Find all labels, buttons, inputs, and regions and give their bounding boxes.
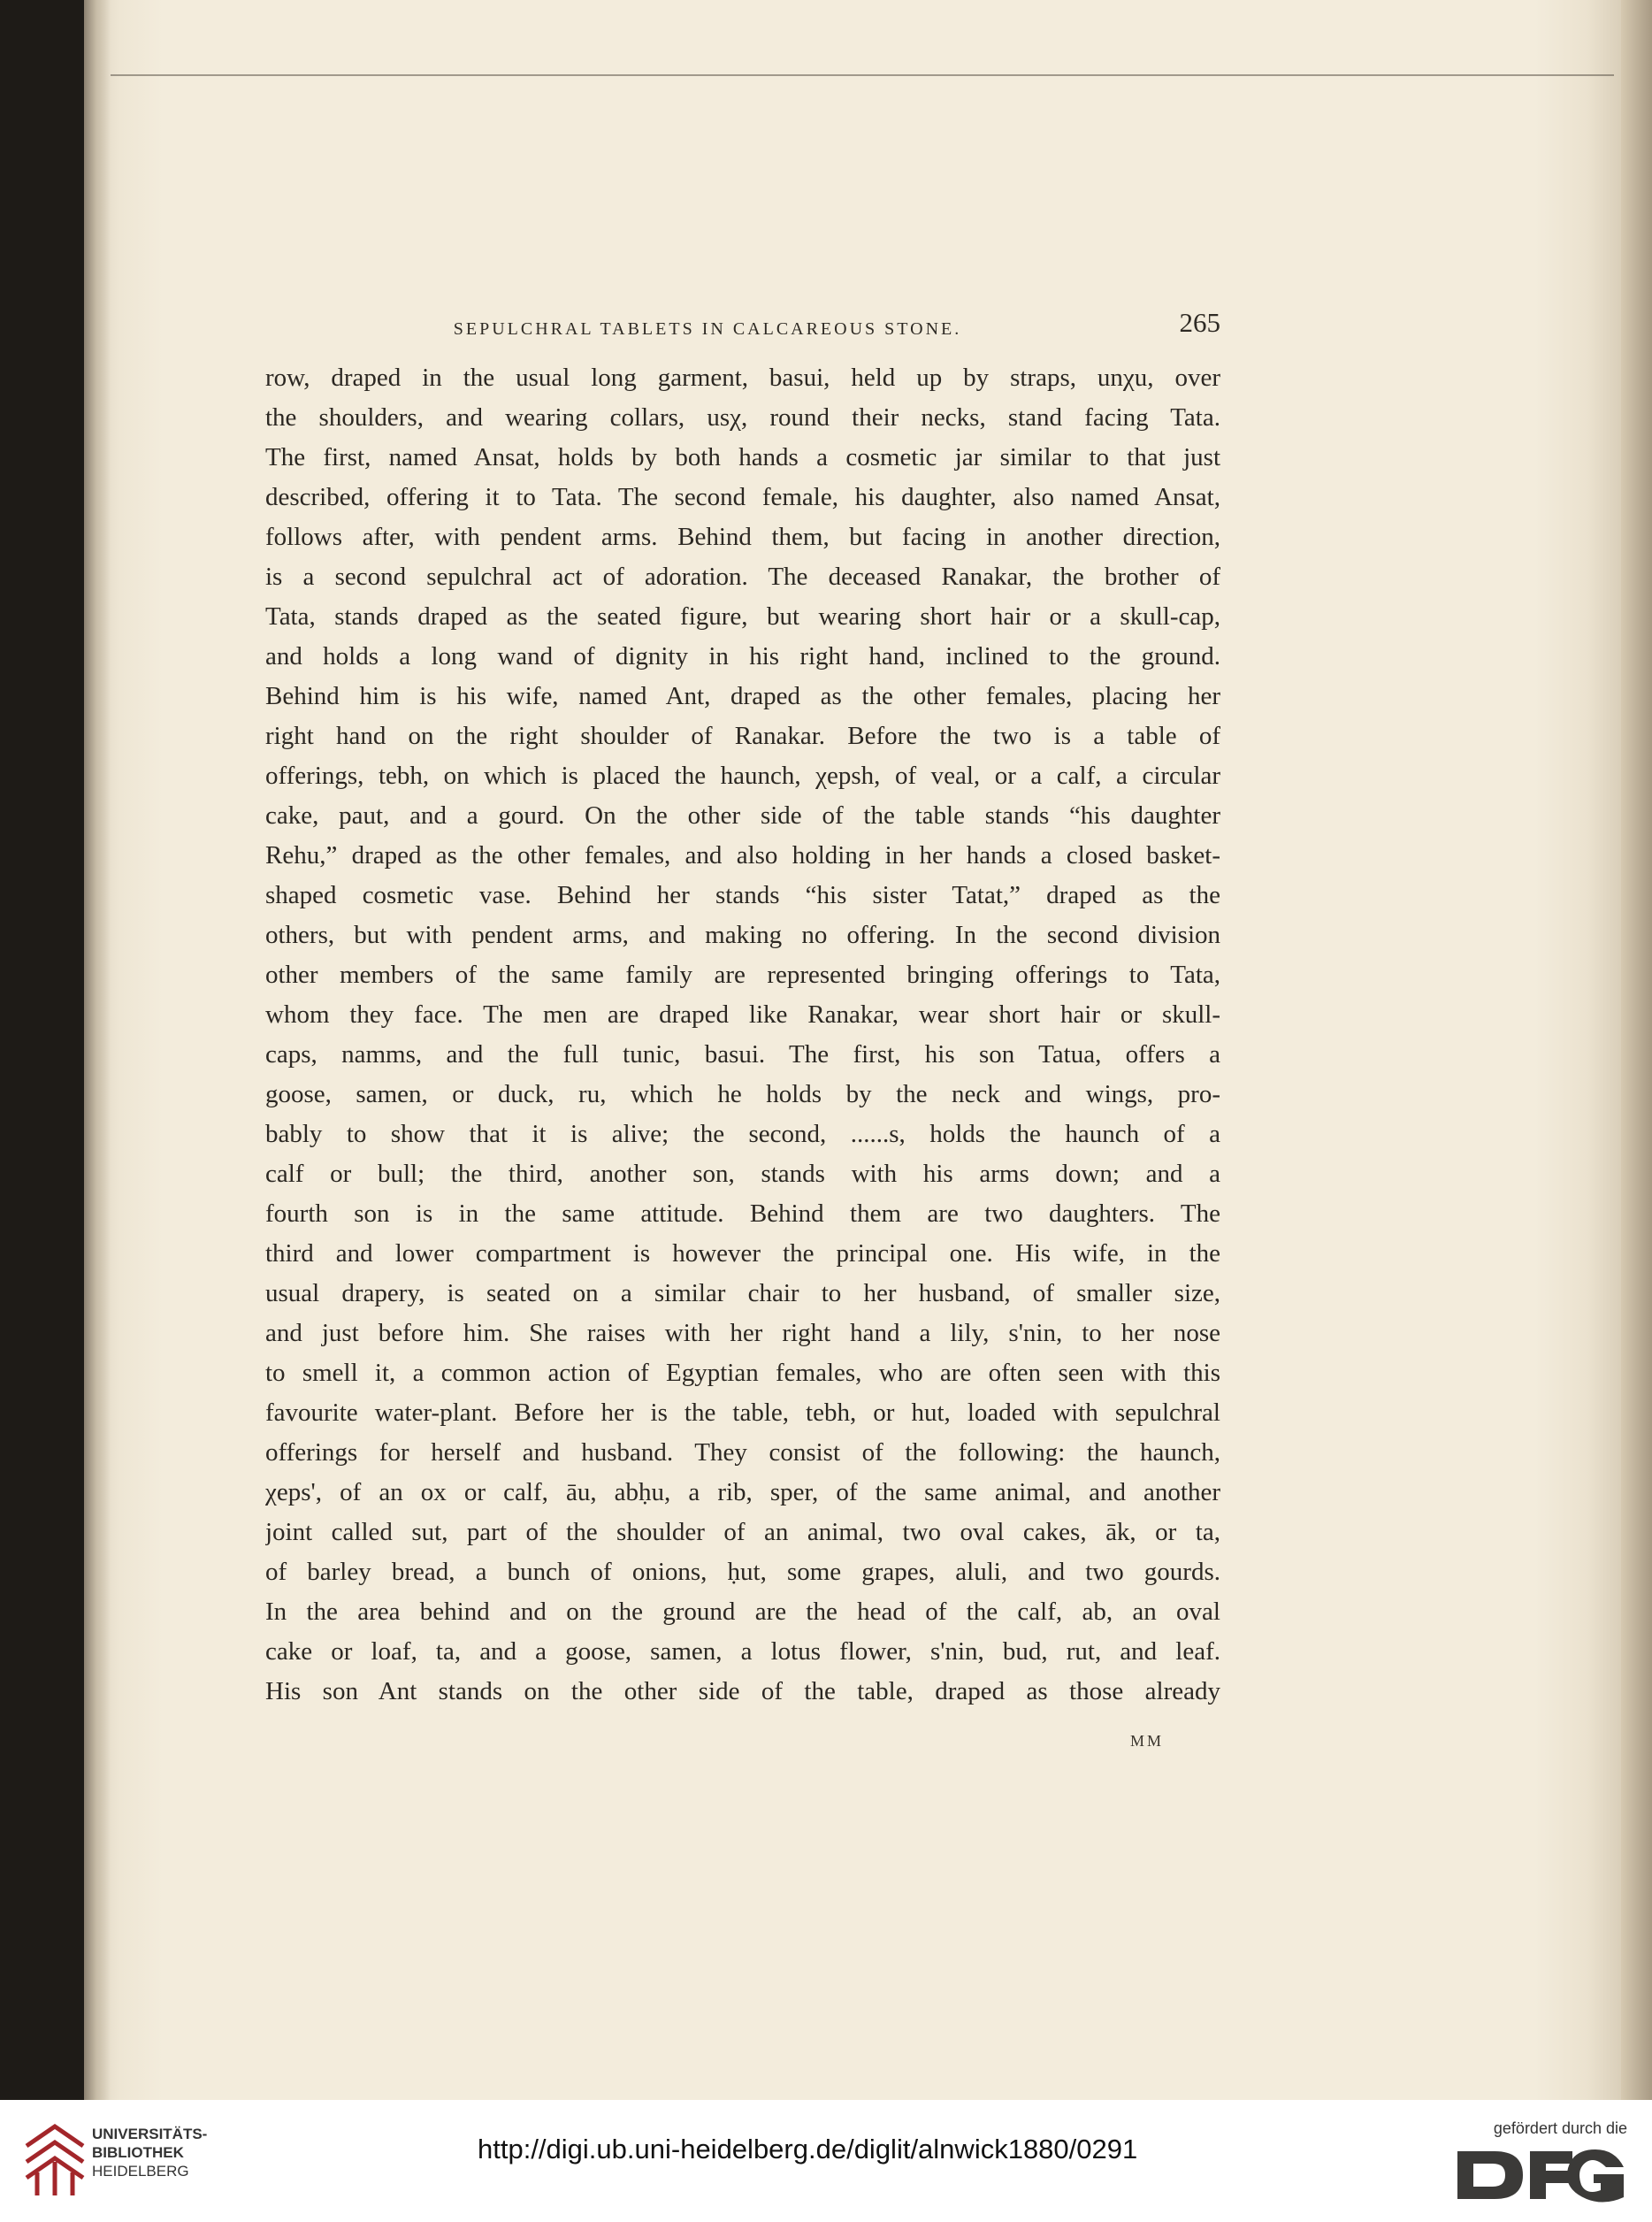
text-line: goose, samen, or duck, ru, which he holds by the neck and wings, pro- (265, 1080, 1220, 1108)
university-library-name (92, 2125, 207, 2180)
text-line: the shoulders, and wearing collars, usχ, round their necks, stand facing Tata. (265, 403, 1220, 432)
running-head: SEPULCHRAL TABLETS IN CALCAREOUS STONE. (453, 319, 962, 339)
text-line: In the area behind and on the ground are the head of the calf, ab, an oval (265, 1598, 1220, 1626)
text-line: shaped cosmetic vase. Behind her stands “his sister Tatat,” draped as the (265, 881, 1220, 909)
text-line: joint called sut, part of the shoulder of an animal, two oval cakes, āk, or ta, (265, 1518, 1220, 1546)
page-header (265, 307, 1220, 351)
text-line: described, offering it to Tata. The second female, his daughter, also named Ansat, (265, 483, 1220, 511)
institution-line: HEIDELBERG (92, 2163, 189, 2180)
text-line: His son Ant stands on the other side of the table, draped as those already (265, 1677, 1220, 1705)
text-line: favourite water-plant. Before her is the table, tebh, or hut, loaded with sepulchral (265, 1398, 1220, 1427)
text-line: The first, named Ansat, holds by both hands a cosmetic jar similar to that just (265, 443, 1220, 471)
text-line: to smell it, a common action of Egyptian females, who are often seen with this (265, 1359, 1220, 1387)
text-line: usual drapery, is seated on a similar chair to her husband, of smaller size, (265, 1279, 1220, 1307)
text-line: Behind him is his wife, named Ant, draped as the other females, placing her (265, 682, 1220, 710)
text-line: fourth son is in the same attitude. Behind them are two daughters. The (265, 1199, 1220, 1228)
text-line: χeps', of an ox or calf, āu, abḥu, a rib, sper, of the same animal, and another (265, 1478, 1220, 1506)
text-line: cake or loaf, ta, and a goose, samen, a lotus flower, s'nin, bud, rut, and leaf. (265, 1637, 1220, 1666)
institution-line: BIBLIOTHEK (92, 2144, 184, 2161)
viewer-footer (0, 2100, 1652, 2222)
top-page-edge-line (111, 74, 1614, 76)
page-number: 265 (1179, 307, 1220, 338)
text-line: follows after, with pendent arms. Behind them, but facing in another direction, (265, 523, 1220, 551)
text-line: offerings, tebh, on which is placed the haunch, χepsh, of veal, or a calf, a circular (265, 762, 1220, 790)
text-line: row, draped in the usual long garment, basui, held up by straps, unχu, over (265, 364, 1220, 392)
body-text (265, 358, 1220, 1712)
page-gutter-shadow (84, 0, 111, 2100)
dfg-logo-icon (1454, 2146, 1627, 2204)
text-line: caps, namms, and the full tunic, basui. The first, his son Tatua, offers a (265, 1040, 1220, 1069)
university-library-logo-icon (19, 2119, 90, 2203)
text-line: cake, paut, and a gourd. On the other side of the table stands “his daughter (265, 801, 1220, 830)
text-line: bably to show that it is alive; the second, ......s, holds the haunch of a (265, 1120, 1220, 1148)
text-line: others, but with pendent arms, and making no offering. In the second division (265, 921, 1220, 949)
funding-note: gefördert durch die (1493, 2119, 1627, 2137)
text-line: Rehu,” draped as the other females, and also holding in her hands a closed basket- (265, 841, 1220, 870)
signature-mark: MM (1130, 1732, 1165, 1750)
text-line: offerings for herself and husband. They consist of the following: the haunch, (265, 1438, 1220, 1467)
text-line: third and lower compartment is however the principal one. His wife, in the (265, 1239, 1220, 1268)
text-line: calf or bull; the third, another son, stands with his arms down; and a (265, 1160, 1220, 1188)
text-line: and holds a long wand of dignity in his right hand, inclined to the ground. (265, 642, 1220, 670)
text-line: and just before him. She raises with her right hand a lily, s'nin, to her nose (265, 1319, 1220, 1347)
institution-line: UNIVERSITÄTS- (92, 2126, 208, 2142)
page-right-edge (1621, 0, 1652, 2100)
text-line: right hand on the right shoulder of Ranakar. Before the two is a table of (265, 722, 1220, 750)
text-line: whom they face. The men are draped like Ranakar, wear short hair or skull- (265, 1000, 1220, 1029)
text-line: is a second sepulchral act of adoration. The deceased Ranakar, the brother of (265, 563, 1220, 591)
permalink-url[interactable]: http://digi.ub.uni-heidelberg.de/diglit/alnwick1880/0291 (478, 2134, 1138, 2165)
text-line: of barley bread, a bunch of onions, ḥut, some grapes, aluli, and two gourds. (265, 1558, 1220, 1586)
text-line: other members of the same family are represented bringing offerings to Tata, (265, 961, 1220, 989)
text-line: Tata, stands draped as the seated figure, but wearing short hair or a skull-cap, (265, 602, 1220, 631)
